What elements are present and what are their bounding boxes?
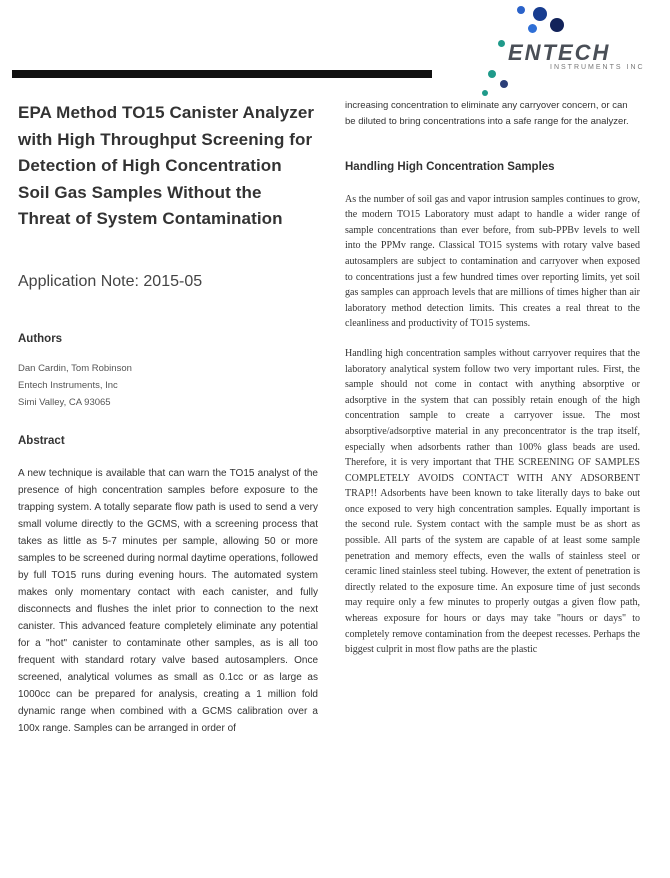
logo-dot-icon (500, 80, 508, 88)
section-heading-high-concentration: Handling High Concentration Samples (345, 161, 555, 173)
logo-dot-icon (498, 40, 505, 47)
logo-wordmark: ENTECH (508, 40, 611, 65)
logo-dot-icon (482, 90, 488, 96)
author-organization: Entech Instruments, Inc (18, 379, 118, 391)
abstract-text: A new technique is available that can warn the TO15 analyst of the presence of high concentration samples before exposure to the trapping system. A totally separate flow path is used to send a very small volume directly to the GCMS, with a screening process that takes as little as 5-7 minutes per sample, allowing 50 or more samples to be screened during normal daytime operations, followed by full TO15 runs during evening hours. The automated system makes only momentary contact with each canister, and fully disconnects and flushes the inlet prior to connection to the next canister. This advanced feature completely eliminate any potential for a "hot" canister to contaminate other samples, as is all too frequent with standard rotary valve based autosamplers. Once screened, analytical volumes as small as 0.1cc or as large as 1000cc can be prepared for analysis, creating a 1 million fold dynamic range when combined with a GCMS calibration over a 100x range. Samples can be arranged in order of (18, 467, 318, 734)
right-column (345, 98, 640, 658)
logo-subtitle: INSTRUMENTS INC (550, 64, 645, 71)
body-paragraph-1: As the number of soil gas and vapor intrusion samples continues to grow, the modern TO15 Laboratory must adapt to handle a wider range of sample concentrations than ever before, from sub-PPBv levels to well into the PPMv range. Classical TO15 systems with rotary valve based autosamplers are subject to contamination and carryover when exposed to concentrations just a few hundred times over reporting limits, yet soil gas samples can approach levels that are millions of times higher than air laboratory method detection limits. This creates a real threat to the cleanliness and productivity of TO15 systems. (345, 193, 640, 330)
logo-dot-icon (528, 24, 537, 33)
logo-dot-icon (517, 6, 525, 14)
logo-dot-icon (533, 7, 547, 21)
logo-dot-icon (550, 18, 564, 32)
body-paragraph-2: Handling high concentration samples without carryover requires that the laboratory analytical system follow two very important rules. First, the sample should not come in contact with anything absorptive or adsorptive in the system that can possibly retain enough of the high concentration sample to create a carryover issue. The most absorptive/adsorptive material in any preconcentrator is the trap itself, especially when adsorbents rather than 100% glass beads are used. Therefore, it is very important that THE SCREENING OF SAMPLES COMPLETELY AVOIDS CONTACT WITH ANY ADSORBENT TRAP!! Adsorbents have been known to take literally days to bake out once exposed to very high concentration samples. Equally important is the second rule. System contact with the sample must be as short as possible. All parts of the system are capable of at least some sample penetration and memory effects, even the walls of stainless steel or ceramic lined stainless steel tubing. However, the extent of penetration is directly related to the exposure time. An exposure time of just seconds may require only a few minutes to properly outgas a given flow path, whereas exposure for hours or days may take "hours or days" to completely remove contamination from the deepest recesses. Perhaps the biggest culprit in most flow paths are the plastic (345, 347, 640, 656)
application-note-number: Application Note: 2015-05 (18, 272, 203, 290)
author-location: Simi Valley, CA 93065 (18, 396, 111, 408)
abstract-heading: Abstract (18, 434, 65, 447)
document-title: EPA Method TO15 Canister Analyzer with High Throughput Screening for Detection of High Concentration Soil Gas Samples Without the Threat of System Contamination (18, 103, 315, 228)
left-column (18, 100, 318, 737)
logo-dot-icon (488, 70, 496, 78)
authors-heading: Authors (18, 332, 63, 345)
abstract-continuation: increasing concentration to eliminate any carryover concern, or can be diluted to bring concentrations into a safe range for the analyzer. (345, 100, 629, 127)
header-rule (12, 70, 432, 78)
author-names: Dan Cardin, Tom Robinson (18, 362, 132, 374)
author-lines (18, 360, 318, 411)
entech-logo (480, 0, 670, 110)
